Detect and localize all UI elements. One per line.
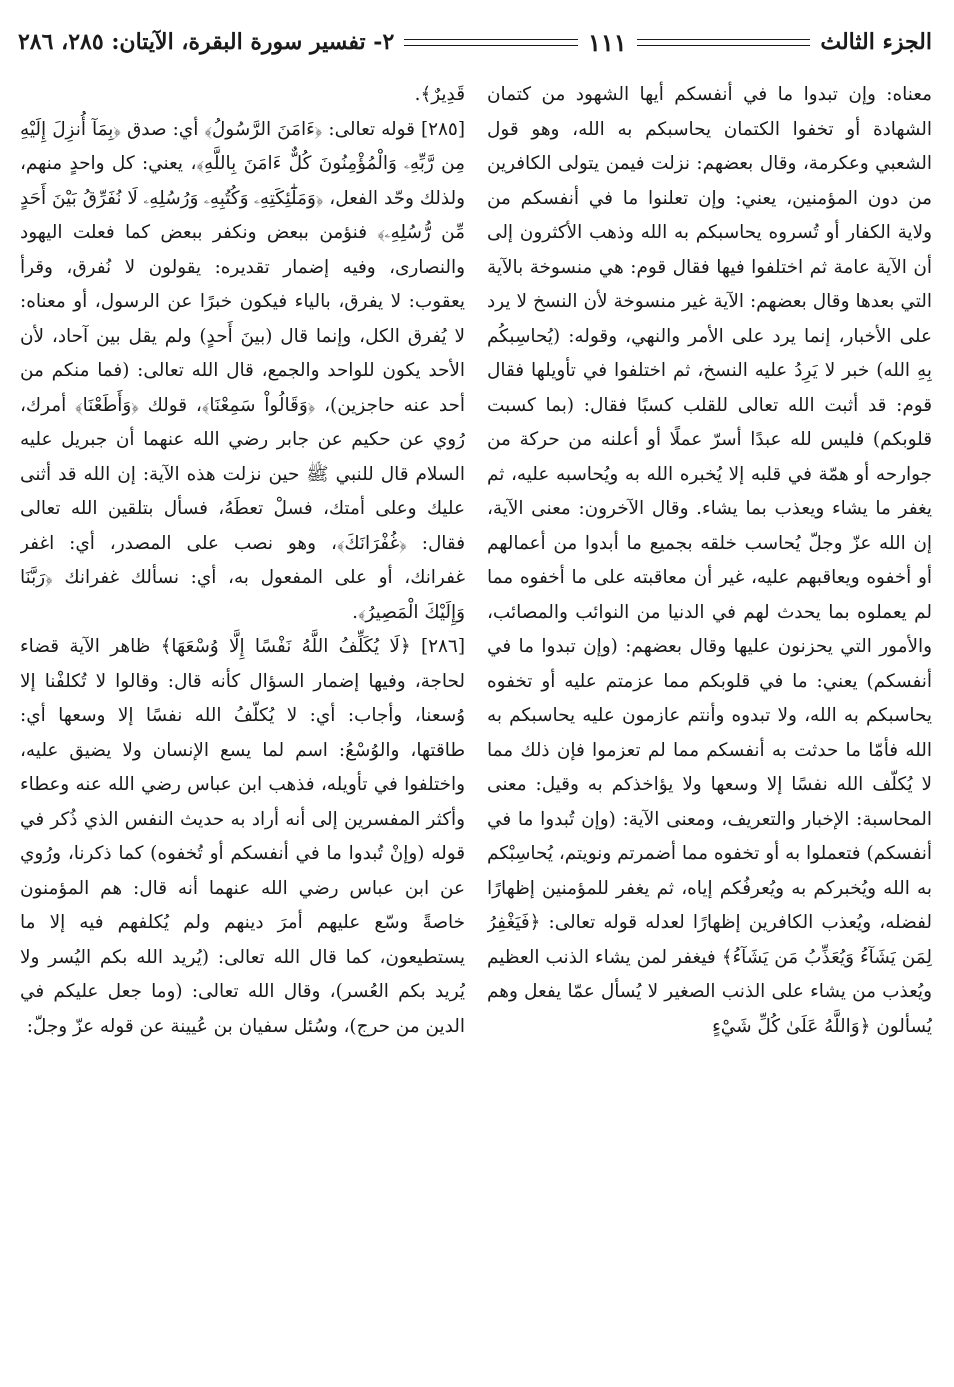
header-rule-left: [404, 39, 578, 46]
header-rule-right: [637, 39, 811, 46]
part-title: الجزء الثالث: [820, 29, 932, 55]
page-number: ١١١: [587, 27, 627, 57]
paragraph: معناه: وإن تبدوا ما في أنفسكم أيها الشهود من كتمان الشهادة أو تخفوا الكتمان يحاسبكم به الله، وهو قول الشعبي وعكرمة، وقال بعضهم: نزلت فيمن يتولى الكافرين من دون المؤمنين، يعني: وإن تعلنوا ما في أنفسكم من ولاية الكفار أو تُسروه يحاسبكم به الله وذهب الأكثرون إلى أن الآية عامة ثم اختلفوا فيها فقال قوم: هي منسوخة بالآية التي بعدها وقال بعضهم: الآية غير منسوخة لأن النسخ لا يرد على الأخبار، إنما يرد على الأمر والنهي، وقوله: (يُحاسِبكُم بِهِ الله) خبر لا يَرِدُ عليه النسخ، ثم اختلفوا في تأويلها فقال قوم: قد أثبت الله تعالى للقلب كسبًا فقال: (بما كسبت قلوبكم) فليس لله عبدًا أسرّ عملًا أو أعلنه من حركة من جوارحه أو همّة في قلبه إلا يُخبره الله به ويُحاسبه عليه، ثم يغفر ما يشاء ويعذب بما يشاء. وقال الآخرون: معنى الآية، إن الله عزّ وجلّ يُحاسب خلقه بجميع ما أبدوا من أعمالهم أو أخفوه ويعاقبهم عليه، غير أن معاقبته على ما أخفوه مما لم يعملوه بما يحدث لهم في الدنيا من النوائب والمصائب، والأمور التي يحزنون عليها وقال بعضهم: (وإن تبدوا ما في أنفسكم) يعني: ما في قلوبكم مما عزمتم عليه أو تخفوه يحاسبكم به الله، ولا تبدوه وأنتم عازمون عليه يحاسبكم به الله فأمّا ما حدثت به أنفسكم مما لم تعزموا فإن ذلك مما لا يُكلّف الله نفسًا إلا وسعها ولا يؤاخذكم به وقيل: معنى المحاسبة: الإخبار والتعريف، ومعنى الآية: (وإن تُبدوا ما في أنفسكم) فتعملوا به أو تخفوه مما أضمرتم ونويتم، يُحاسِبْكم به الله ويُخبركم به ويُعرفُكم إياه، ثم يغفر للمؤمنين إظهارًا لفضله، ويُعذب الكافرين إظهارًا لعدله قوله تعالى: ﴿فَيَغْفِرُ لِمَن يَشَآءُ وَيُعَذِّبُ مَن يَشَآءُ﴾ فيغفر لمن يشاء الذنب العظيم ويُعذب من يشاء على الذنب الصغير لا يُسأل عمّا يفعل وهم يُسألون ﴿وَاللَّهُ عَلَىٰ كُلِّ شَيْءٍ: [487, 84, 932, 1037]
text-columns: [20, 78, 932, 1367]
paragraph: [٢٨٦] ﴿لَا يُكَلِّفُ اللَّهُ نَفْسًا إِلَّا وُسْعَهَا﴾ ظاهر الآية قضاء لحاجة، وفيها إضمار السؤال كأنه قال: وقالوا لا تُكلفْنا إلا وُسعنا، وأجاب: أي: لا يُكلّفُ الله نفسًا إلا وسعها أي: طاقتها، والوُسْعُ: اسم لما يسع الإنسان ولا يضيق عليه، واختلفوا في تأويله، فذهب ابن عباس رضي الله عنه وعطاء وأكثر المفسرين إلى أنه أراد به حديث النفس الذي ذُكر في قوله (وإنْ تُبدوا ما في أنفسكم أو تُخفوه) كما ذكرنا، ورُوي عن ابن عباس رضي الله عنهما أنه قال: هم المؤمنون خاصةً وسّع عليهم أمرَ دينهم ولم يُكلفهم فيه إلا ما يستطيعون، كما قال الله تعالى: (يُريد الله بكم اليُسر ولا يُريد بكم العُسر)، وقال الله تعالى: (وما جعل عليكم في الدين من حرج)، وسُئل سفيان بن عُيينة عن قوله عزّ وجلّ:: [20, 636, 465, 1037]
right-column: [487, 78, 932, 1367]
paragraph: [٢٨٥] قوله تعالى: ﴿ءَامَنَ الرَّسُولُ﴾ أي: صدق ﴿بِمَآ أُنزِلَ إِلَيْهِ مِن رَّبِّهِۦ وَالْمُؤْمِنُونَ كُلٌّ ءَامَنَ بِاللَّهِ﴾، يعني: كل واحدٍ منهم، ولذلك وحّد الفعل، ﴿وَمَلَٰٓئِكَتِهِۦ وَكُتُبِهِۦ وَرُسُلِهِۦ لَا نُفَرِّقُ بَيْنَ أَحَدٍ مِّن رُّسُلِهِۦ﴾ فنؤمن ببعض ونكفر ببعض كما فعلت اليهود والنصارى، وفيه إضمار تقديره: يقولون لا نُفرق، وقرأ يعقوب: لا يفرق، بالياء فيكون خبرًا عن الرسول، أو معناه: لا يُفرق الكل، وإنما قال (بينَ أَحدٍ) ولم يقل بين آحاد، لأن الأحد يكون للواحد والجمع، قال الله تعالى: (فما منكم من أحد عنه حاجزين)، ﴿وَقَالُواْ سَمِعْنَا﴾، قولك ﴿وَأَطَعْنَا﴾ أمرك، رُوي عن حكيم عن جابر رضي الله عنهما أن جبريل عليه السلام قال للنبي ﷺ حين نزلت هذه الآية: إن الله قد أثنى عليك وعلى أمتك، فسلْ تعطَهُ، فسأل بتلقين الله تعالى فقال: ﴿غُفْرَانَكَ﴾، وهو نصب على المصدر، أي: اغفر غفرانك، أو على المفعول به، أي: نسألك غفرانك ﴿رَبَّنَا وَإِلَيْكَ الْمَصِيرُ﴾.: [20, 118, 465, 623]
paragraph: قَدِيرٌ﴾.: [414, 84, 465, 105]
page-header: [18, 22, 932, 62]
chapter-title: ٢- تفسير سورة البقرة، الآيتان: ٢٨٥، ٢٨٦: [17, 29, 395, 55]
left-column: [20, 78, 465, 1367]
